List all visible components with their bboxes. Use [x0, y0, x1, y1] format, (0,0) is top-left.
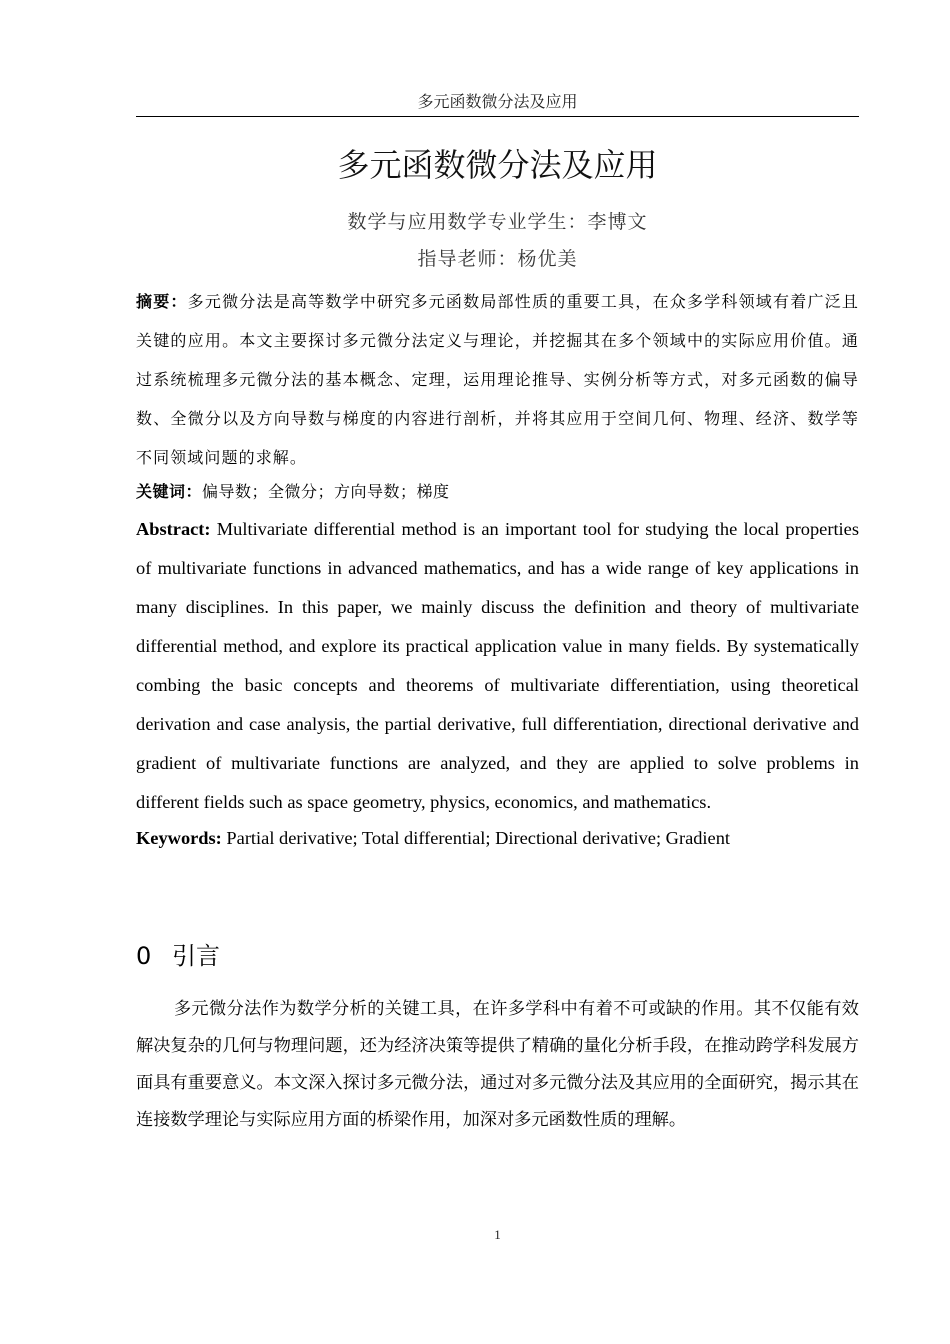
abstract-zh-text: 多元微分法是高等数学中研究多元函数局部性质的重要工具，在众多学科领域有着广泛且关键的应用。本文主要探讨多元微分法定义与理论，并挖掘其在多个领域中的实际应用价值。通过系统梳理多元微分法的基本概念、定理，运用理论推导、实例分析等方式，对多元函数的偏导数、全微分以及方向导数与梯度的内容进行剖析，并将其应用于空间几何、物理、经济、数学等不同领域问题的求解。 [136, 292, 859, 467]
section-heading-introduction [136, 938, 859, 974]
abstract-en-label: Abstract: [136, 519, 211, 539]
running-header: 多元函数微分法及应用 [136, 92, 859, 117]
advisor-line: 指导老师：杨优美 [417, 248, 578, 270]
page-title: 多元函数微分法及应用 [337, 146, 658, 184]
abstract-chinese [136, 282, 859, 477]
keywords-zh-text: 偏导数；全微分；方向导数；梯度 [202, 482, 450, 501]
section-title: 引言 [172, 942, 220, 970]
keywords-en-text: Partial derivative; Total differential; Directional derivative; Gradient [226, 828, 731, 848]
keywords-zh-label: 关键词： [136, 482, 203, 501]
abstract-english [136, 510, 859, 822]
abstract-zh-label: 摘要： [136, 292, 188, 311]
introduction-paragraph: 多元微分法作为数学分析的关键工具，在许多学科中有着不可或缺的作用。其不仅能有效解决复杂的几何与物理问题，还为经济决策等提供了精确的量化分析手段，在推动跨学科发展方面具有重要意义。本文深入探讨多元微分法，通过对多元微分法及其应用的全面研究，揭示其在连接数学理论与实际应用方面的桥梁作用，加深对多元函数性质的理解。 [136, 999, 859, 1130]
section-number: 0 [136, 942, 152, 970]
keywords-english [136, 823, 859, 853]
author-line: 数学与应用数学专业学生：李博文 [347, 211, 648, 233]
keywords-en-label: Keywords: [136, 828, 222, 848]
abstract-en-text: Multivariate differential method is an important tool for studying the local properties of multivariate functions in advanced mathematics, and has a wide range of key applications in many disciplines. In this paper, we mainly discuss the definition and theory of multivariate differential method, and explore its practical application value in many fields. By systematically combing the basic concepts and theorems of multivariate differentiation, using theoretical derivation and case analysis, the partial derivative, full differentiation, directional derivative and gradient of multivariate functions are analyzed, and they are applied to solve problems in different fields such as space geometry, physics, economics, and mathematics. [136, 519, 859, 812]
page-number: 1 [494, 1227, 501, 1242]
keywords-chinese [136, 478, 859, 506]
